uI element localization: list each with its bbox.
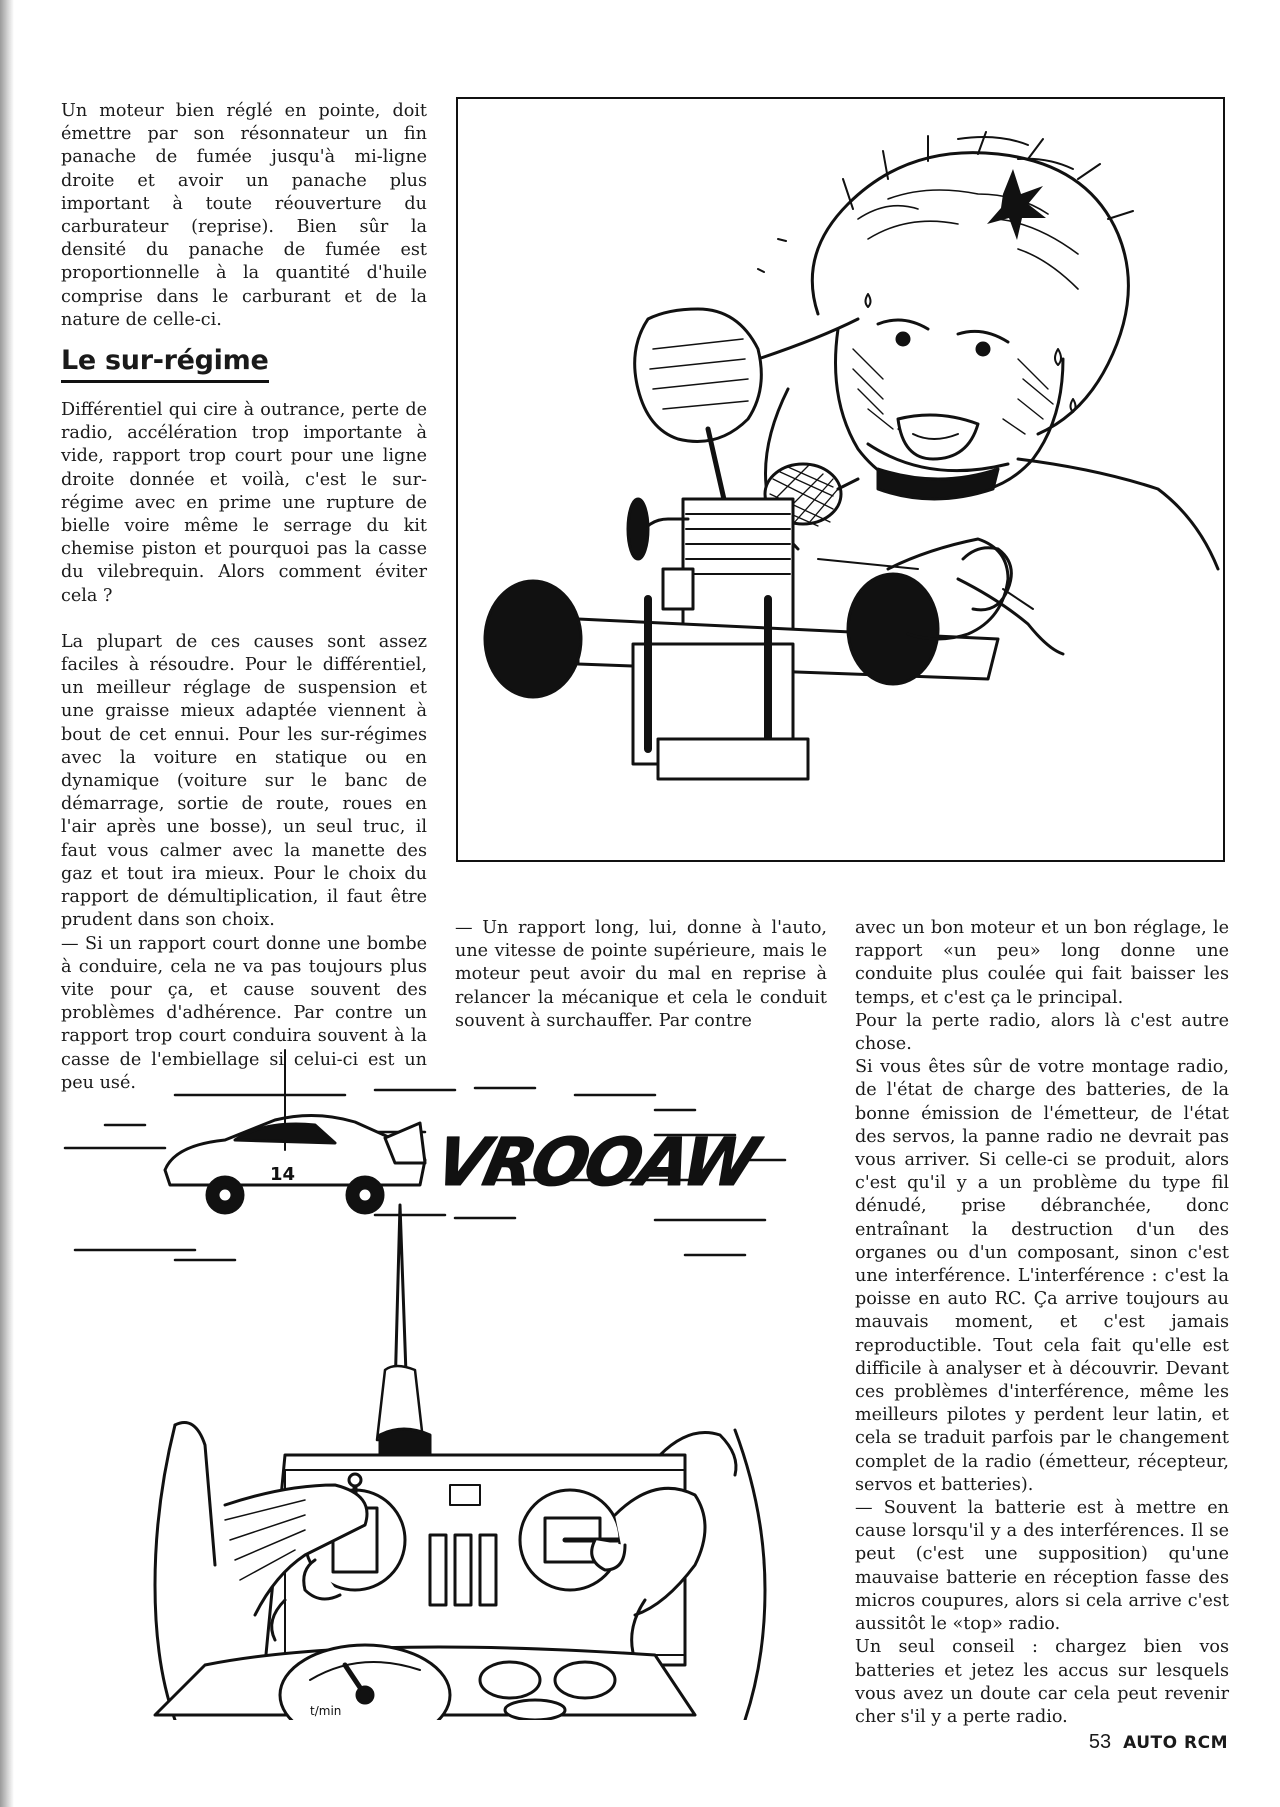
car-number: 14 bbox=[270, 1164, 296, 1185]
paragraph-causes: Différentiel qui cire à outrance, perte de radio, accélération trop importante à vide, rapport trop court pour une ligne droite donnée et voilà, c'est le sur-régime avec en prime une rupture de bielle voire même le serrage du kit chemise piston et pourquoi pas la casse du vilebrequin. Alors comment éviter cela ? bbox=[61, 400, 427, 606]
section-heading: Le sur-régime bbox=[61, 344, 269, 383]
page-number: 53 bbox=[1088, 1731, 1112, 1753]
column-right bbox=[855, 917, 1229, 1729]
column-left bbox=[61, 100, 427, 1095]
paragraph-radio: Pour la perte radio, alors là c'est autre chose. bbox=[855, 1010, 1229, 1055]
paragraph-solutions: La plupart de ces causes sont assez faciles à résoudre. Pour le différentiel, un meilleur réglage de suspension et une graisse mieux adaptée viennent à bout de cet ennui. Pour les sur-régimes avec la voiture en statique ou en dynamique (voiture sur le banc de démarrage, sortie de route, roues en l'air après une bosse), un seul truc, il faut vous calmer avec la manette des gaz et tout ira mieux. Pour le choix du rapport de démultiplication, il faut être prudent dans son choix. bbox=[61, 631, 427, 931]
page-binding-edge bbox=[0, 0, 14, 1807]
paragraph-advice: Un seul conseil : chargez bien vos batteries et jetez les accus sur lesquels vous avez un doute car cela peut revenir cher s'il y a perte radio. bbox=[855, 1637, 1229, 1727]
gauge-label: t/min bbox=[310, 1704, 342, 1718]
paragraph-battery: — Souvent la batterie est à mettre en cause lorsqu'il y a des interférences. Il se peut (c'est une supposition) qu'une mauvaise batterie en réception fasse des micros coupures, alors si cela arrive c'est aussitôt le «top» radio. bbox=[855, 1498, 1229, 1635]
illustration-mechanic-engine bbox=[456, 97, 1225, 862]
paragraph-continue: avec un bon moteur et un bon réglage, le rapport «un peu» long donne une conduite plus coulée qui fait baisser les temps, et c'est ça le principal. bbox=[855, 918, 1229, 1008]
illustration-radio-transmitter bbox=[55, 1040, 845, 1720]
sound-effect-word: VROOAW bbox=[428, 1123, 762, 1201]
paragraph-intro: Un moteur bien réglé en pointe, doit émettre par son résonnateur un fin panache de fumée jusqu'à mi-ligne droite et avoir un panache plus important à toute réouverture du carburateur (reprise). Bien sûr la densité du panache de fumée est proportionnelle à la quantité d'huile comprise dans le carburant et de la nature de celle-ci. bbox=[61, 101, 427, 330]
page-footer bbox=[1089, 1730, 1228, 1755]
magazine-name: AUTO RCM bbox=[1123, 1733, 1228, 1753]
paragraph-interference: Si vous êtes sûr de votre montage radio, de l'état de charge des batteries, de la bonne émission de l'émetteur, de l'état des servos, la panne radio ne devrait pas vous arriver. Si celle-ci se produit, alors c'est qu'il y a un problème du type fil dénudé, prise débranchée, donc entraînant la destruction d'un des organes ou d'un composant, sinon c'est une interférence. L'interférence : c'est la poisse en auto RC. Ça arrive toujours au mauvais moment, et c'est jamais reproductible. Tout cela fait qu'elle est difficile à analyser et à découvrir. Devant ces problèmes d'interférence, même les meilleurs pilotes y perdent leur latin, et cela se traduit parfois par le changement complet de la radio (émetteur, récepteur, servos et batteries). bbox=[855, 1057, 1229, 1495]
column-middle bbox=[455, 917, 827, 1033]
paragraph-short-ratio: — Si un rapport court donne une bombe à conduire, cela ne va pas toujours plus vite pour ça, et cause souvent des problèmes d'adhérence. Par contre un rapport trop court conduira souvent à la casse de l'embiellage si celui-ci est un peu usé. bbox=[61, 933, 427, 1093]
paragraph-long-ratio: — Un rapport long, lui, donne à l'auto, une vitesse de pointe supérieure, mais le moteur peut avoir du mal en reprise à relancer la mécanique et cela le conduit souvent à surchauffer. Par contre bbox=[455, 918, 827, 1031]
